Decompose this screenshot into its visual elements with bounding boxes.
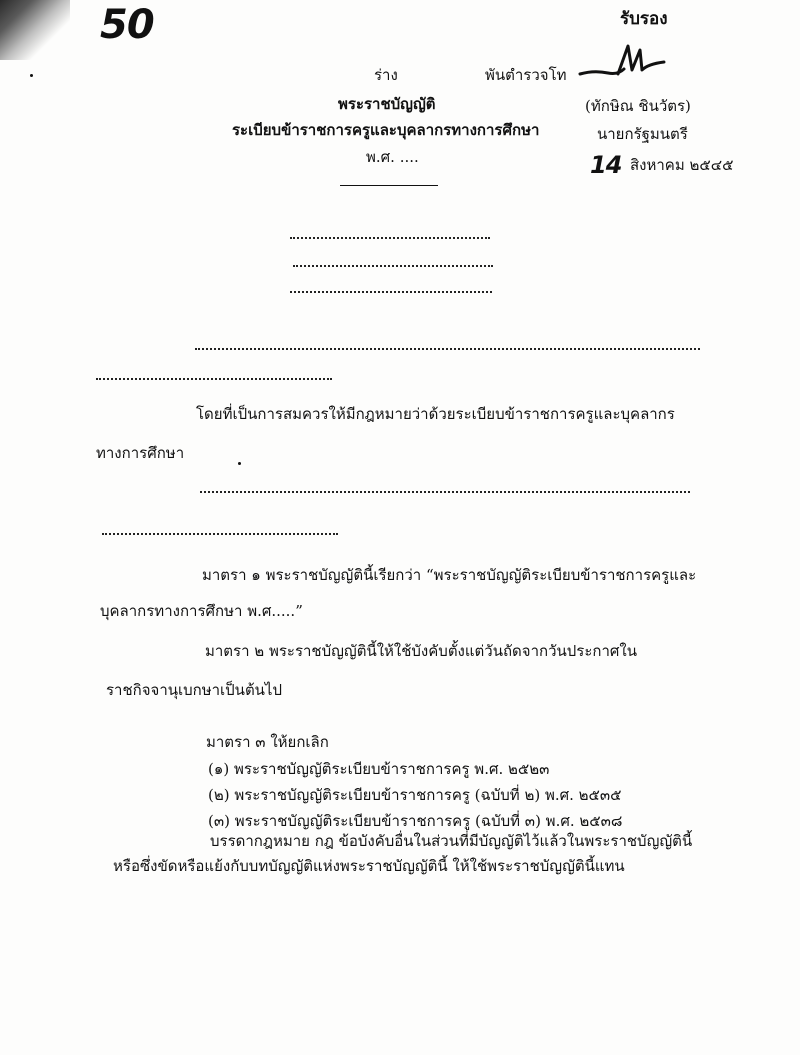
- section-3-item: (๓) พระราชบัญญัติระเบียบข้าราชการครู (ฉบับที่ ๓) พ.ศ. ๒๕๓๘: [208, 812, 623, 830]
- draft-label: ร่าง: [374, 66, 398, 84]
- sign-date-rest: สิงหาคม ๒๕๔๕: [630, 156, 734, 174]
- title-underline: [340, 185, 438, 186]
- document-title: พระราชบัญญัติ: [338, 95, 436, 113]
- placeholder-dotted-line: [195, 348, 700, 350]
- placeholder-dotted-line: [290, 291, 492, 293]
- signer-position: นายกรัฐมนตรี: [597, 125, 688, 143]
- section-1-line-2: บุคลากรทางการศึกษา พ.ศ.....”: [100, 602, 303, 620]
- sign-date-day: 14: [590, 151, 622, 179]
- page-number: 50: [100, 2, 154, 48]
- placeholder-dotted-line: [102, 533, 338, 535]
- signer-rank: พันตำรวจโท: [485, 66, 567, 84]
- scan-speck: [238, 462, 241, 465]
- section-3-item: (๒) พระราชบัญญัติระเบียบข้าราชการครู (ฉบับที่ ๒) พ.ศ. ๒๕๓๕: [208, 786, 622, 804]
- section-3-paragraph-line-2: หรือซึ่งขัดหรือแย้งกับบทบัญญัติแห่งพระราชบัญญัตินี้ ให้ใช้พระราชบัญญัตินี้แทน: [113, 857, 625, 875]
- placeholder-dotted-line: [290, 237, 490, 239]
- document-subtitle: ระเบียบข้าราชการครูและบุคลากรทางการศึกษา: [232, 121, 540, 139]
- document-year: พ.ศ. ....: [366, 148, 419, 166]
- signer-name: (ทักษิณ ชินวัตร): [585, 97, 691, 115]
- section-2-line-2: ราชกิจจานุเบกษาเป็นต้นไป: [106, 681, 283, 699]
- preamble-line-1: โดยที่เป็นการสมควรให้มีกฎหมายว่าด้วยระเบียบข้าราชการครูและบุคลากร: [196, 405, 675, 423]
- scan-corner-smudge: [0, 0, 70, 60]
- preamble-line-2: ทางการศึกษา: [96, 444, 185, 462]
- section-3-item: (๑) พระราชบัญญัติระเบียบข้าราชการครู พ.ศ. ๒๕๒๓: [208, 760, 550, 778]
- scan-speck: [30, 74, 33, 77]
- section-2-line-1: มาตรา ๒ พระราชบัญญัตินี้ให้ใช้บังคับตั้งแต่วันถัดจากวันประกาศใน: [205, 642, 637, 660]
- placeholder-dotted-line: [96, 378, 332, 380]
- section-3-paragraph-line-1: บรรดากฎหมาย กฎ ข้อบังคับอื่นในส่วนที่มีบัญญัติไว้แล้วในพระราชบัญญัตินี้: [210, 832, 693, 850]
- handwritten-signature: [578, 40, 670, 84]
- section-1-line-1: มาตรา ๑ พระราชบัญญัตินี้เรียกว่า “พระราชบัญญัติระเบียบข้าราชการครูและ: [202, 566, 697, 584]
- approved-stamp: รับรอง: [620, 9, 668, 29]
- placeholder-dotted-line: [293, 265, 493, 267]
- section-3-heading: มาตรา ๓ ให้ยกเลิก: [206, 733, 329, 751]
- placeholder-dotted-line: [200, 491, 690, 493]
